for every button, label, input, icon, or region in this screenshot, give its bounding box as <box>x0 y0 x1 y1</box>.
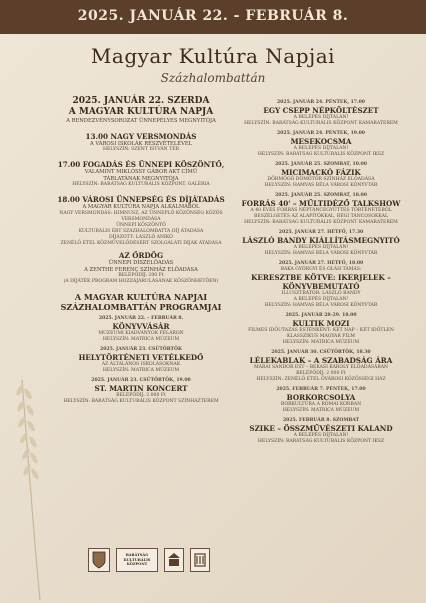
event-date: 2025. JANUÁR 25. SZOMBAT, 10.00 <box>275 162 367 167</box>
event-title: MICIMACKÓ FÁZIK <box>281 168 361 177</box>
event-date: 2025. JANUÁR 23. CSÜTÖRTÖK <box>100 347 182 353</box>
event-title: 13.00 NAGY VERSMONDÁS <box>85 131 197 141</box>
event-venue: HELYSZÍN: BARÁTSÁG KULTURÁLIS KÖZPONT IKSZ <box>257 439 385 444</box>
event-line: A 40 ÉVES FORRÁS NÉPTÁNCEGYÜTTES TÖRTÉNETÉBŐL BESZÉLGETÉS AZ ALAPÍTÓKKAL, RÉGI TÁNCOSOKKAL <box>250 208 392 219</box>
event-venue: HELYSZÍN: BARÁTSÁG KULTURÁLIS KÖZPONT KAMARATEREM <box>244 121 398 126</box>
event-line: ÜNNEPI KÖSZÖNTŐ <box>116 222 166 228</box>
event-line: TÁRLATÁNAK MEGNYITÓJA <box>103 175 179 182</box>
event-venue: HELYSZÍN: MATRICA MÚZEUM <box>102 368 180 374</box>
event-line: ZENÉLŐ ÉTEL KÖZMŰVELŐDÉSÉRT SZOLGÁLATI DÍJAK ÁTADÁSA <box>60 240 222 246</box>
event-date: 2025. JANUÁR 24. PÉNTEK, 19.00 <box>276 131 365 136</box>
event-line: ÜNNEPI DÍSZELŐADÁS <box>108 259 174 266</box>
event-venue: HELYSZÍN: BARÁTSÁG KULTURÁLIS KÖZPONT, GALÉRIA <box>72 182 210 188</box>
event-title: FORRÁS 40' – MŰLTIDÉZŐ TALKSHOW <box>241 199 401 208</box>
event-price: BELÉPŐDÍJ: 2 000 Ft <box>296 371 346 376</box>
event-date: 2025. JANUÁR 24. PÉNTEK, 17.00 <box>276 100 365 105</box>
event-venue: HELYSZÍN: BARÁTSÁG KULTURÁLIS KÖZPONT IKSZ <box>257 152 385 157</box>
event-venue: HELYSZÍN: MATRICA MÚZEUM <box>282 408 360 413</box>
event-price: BELÉPŐDÍJ: 2 000 Ft <box>116 393 166 399</box>
event-title: LÁSZLÓ BANDY KIÁLLÍTÁSMEGNYITÓ <box>242 236 400 245</box>
event-title: HELYTÖRTÉNETI VETÉLKEDŐ <box>78 353 204 363</box>
event-line: KULTURÁLIS ÉRT SZÁZHALOMBATTA DÍJ ÁTADÁSA <box>78 228 204 234</box>
event-line: A BELÉPÉS DÍJTALAN! <box>293 146 349 151</box>
event-title: SZIKE – ÖSSZMŰVÉSZETI KALAND <box>249 424 393 433</box>
page-subtitle: Százhalombattán <box>160 71 266 85</box>
event-date: 2025. FEBRUÁR 8. SZOMBAT <box>282 418 360 423</box>
event-line: BAKA GYÖRGYI ÉS OLÁH TAMÁS: <box>280 267 362 272</box>
event-venue: HELYSZÍN: BARÁTSÁG KULTURÁLIS KÖZPONT KAMARATEREM <box>244 220 398 225</box>
event-venue: HELYSZÍN: HAMVAS BÉLA VÁROSI KÖNYVTÁR <box>264 303 378 308</box>
event-title: 17.00 FOGADÁS ÉS ÜNNEPI KÖSZÖNTŐ, <box>57 160 225 170</box>
event-date: 2025. JANUÁR 30. CSÜTÖRTÖK, 18.30 <box>271 350 371 355</box>
event-line: A ZENTHE FERENC SZÍNHÁZ ELŐADÁSA <box>84 266 198 273</box>
event-venue: HELYSZÍN: SZENT ISTVÁN TÉR <box>102 147 180 153</box>
event-venue: HELYSZÍN: HAMVAS BÉLA VÁROSI KÖNYVTÁR <box>264 251 378 256</box>
event-venue: HELYSZÍN: MATRICA MÚZEUM <box>102 337 180 343</box>
event-line: A VÁROSI ISKOLÁK RÉSZVÉTELÉVEL <box>89 140 193 147</box>
event-title: 18.00 VÁROSI ÜNNEPSÉG ÉS DÍJÁTADÁS <box>57 195 225 205</box>
page-title: Magyar Kultúra Napjai <box>90 44 336 68</box>
event-date: 2025. FEBRUÁR 7. PÉNTEK, 17.00 <box>276 387 366 392</box>
event-line: VALAMINT MIKLÓSSY GÁBOR AKT CÍMŰ <box>84 169 198 176</box>
sponsor-logos <box>88 548 224 572</box>
event-venue: HELYSZÍN: HAMVAS BÉLA VÁROSI KÖNYVTÁR <box>264 183 378 188</box>
date-range: 2025. JANUÁR 22. - FEBRUÁR 8. <box>77 8 349 24</box>
event-title: BORKORCSOLYA <box>286 393 356 402</box>
event-venue: HELYSZÍN: ZENÉLŐ ÉTEL ÖVÁROSI KÖZÖSSÉGI HÁZ <box>256 377 386 382</box>
event-title: EGY CSEPP NÉPKÖLTÉSZET <box>263 106 379 115</box>
museum-logo <box>164 548 184 572</box>
city-crest-logo <box>88 548 110 572</box>
event-price: BELÉPŐDÍJ: 200 Ft <box>118 273 164 279</box>
left-column <box>52 96 230 405</box>
right-column <box>232 100 410 445</box>
cultural-center-logo <box>116 548 158 572</box>
event-title: KÖNYVVÁSÁR <box>112 322 170 332</box>
event-date: 2025. JANUÁR 27. HÉTFŐ, 18.00 <box>278 261 364 266</box>
event-line: MÁRAI SÁNDOR EST – BEKASI KÁROLY ELŐADÁSÁBAN <box>253 365 389 370</box>
event-title: MESEKOCSMA <box>290 137 352 146</box>
main-sub: A RENDEZVÉNYSOROZAT ÜNNEPÉLYES MEGNYITÓJA <box>66 118 216 124</box>
main-date: 2025. JANUÁR 22. SZERDA <box>72 96 210 106</box>
event-line: ILLUSZTRÁTOR: LÁSZLÓ BANDY <box>281 291 361 296</box>
programs-heading: A MAGYAR KULTÚRA NAPJAI SZÁZHALOMBATTÁN PROGRAMJAI <box>60 292 222 313</box>
event-title: KULTIK MOZI <box>292 319 350 328</box>
cultural-center-logo-text: BARÁTSÁG KULTURÁLIS KÖZPONT <box>123 553 151 567</box>
event-line: A MAGYAR KULTÚRA NAPJA ALKALMÁBÓL <box>82 204 200 211</box>
event-line: NAGY VERSMONDÁS: HIMNUSZ, AZ ÜNNEPLŐ KÖZÖNSÉG KÖZÖS VERSMONDÁSA <box>59 210 223 222</box>
event-line: (A DÍJÁTÉK PROGRAM HOZZÁJÁRULÁSÁNAK KÖSZÖNHETŐEN) <box>63 279 219 285</box>
event-line: DÖRMÖGŐ DÖMÖTÖR SZÍNHÁZ ELŐADÁSA <box>267 177 375 182</box>
main-title: A MAGYAR KULTÚRA NAPJA <box>68 107 214 117</box>
date-band <box>0 0 426 34</box>
event-venue: HELYSZÍN: BARÁTSÁG KULTURÁLIS KÖZPONT SZÍNHÁZTEREM <box>63 399 219 405</box>
event-line: MÚZEUMI KIADVÁNYOK FÉLÁRON <box>98 331 184 337</box>
event-date: 2025. JANUÁR 27. HÉTFŐ, 17.30 <box>278 230 364 235</box>
event-date: 2025. JANUÁR 25. SZOMBAT, 18.00 <box>275 193 367 198</box>
event-title: KERESZTBE KÖTVE: IKERJELEK – KÖNYVBEMUTATÓ <box>251 273 391 291</box>
title-block <box>0 44 426 85</box>
event-title: AZ ŐRDÖG <box>118 250 164 260</box>
event-line: A BELÉPÉS DÍJTALAN! <box>293 115 349 120</box>
event-line: A BELÉPÉS DÍJTALAN! <box>293 245 349 250</box>
event-date: 2025. JANUÁR 28-29. 18.00 <box>285 313 357 318</box>
event-title: ST. MARTIN KONCERT <box>94 384 188 394</box>
event-date: 2025. JANUÁR 23. CSÜTÖRTÖK, 19.00 <box>91 378 191 384</box>
event-line: A BELÉPÉS DÍJTALAN! <box>293 433 349 438</box>
event-date: 2025. JANUÁR 22. – FEBRUÁR 8. <box>98 316 184 322</box>
library-logo <box>190 548 210 572</box>
event-line: A BELÉPÉS DÍJTALAN! <box>293 297 349 302</box>
event-title: LÉLEKABLAK – A SZABADSÁG ÁRA <box>249 356 393 365</box>
event-venue: HELYSZÍN: MATRICA MÚZEUM <box>282 340 360 345</box>
event-line: BORKULTÚRA A RÓMAI KORBAN <box>280 402 362 407</box>
event-line: AZ ÁLTALÁNOS ISKOLÁSOKNAK <box>101 362 181 368</box>
event-line: FILMES IDŐUTAZÁS ESTÉNKÉNT: KÉT NAP – KÉT IDŐTLEN KLASSZIKUS MAGYAR FILM <box>248 328 394 339</box>
event-line: DÍJÁZOTT: LÁSZLÓ ANIKÓ <box>109 234 173 240</box>
